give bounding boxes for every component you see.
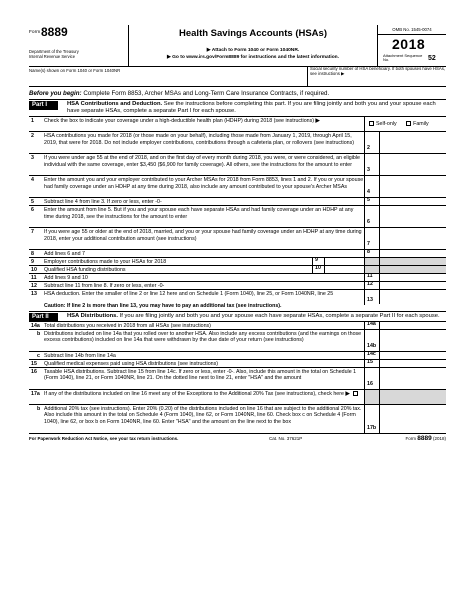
line-box-number: 14c <box>364 352 379 359</box>
line-box-number: 3 <box>364 154 379 175</box>
line-9-text: Employer contributions made to your HSAs for 2018 <box>44 258 167 265</box>
line-14c-amount[interactable] <box>379 352 446 359</box>
before-text: Complete Form 8853, Archer MSAs and Long-Term Care Insurance Contracts, if required. <box>81 90 330 97</box>
line-5 <box>29 198 446 206</box>
part2-header <box>29 312 446 322</box>
line-4 <box>29 176 446 198</box>
line-14c <box>29 352 446 360</box>
line-8 <box>29 250 446 258</box>
line-number: 4 <box>31 176 34 183</box>
line-17a <box>29 390 446 405</box>
line-box-number: 8 <box>364 250 379 257</box>
line-14a-text: Total distributions you received in 2018 from all HSAs (see instructions) <box>44 322 211 329</box>
dept-line1: Department of the Treasury <box>29 49 79 54</box>
line-7 <box>29 228 446 250</box>
line-17b-amount[interactable] <box>379 405 446 433</box>
line-12 <box>29 282 446 290</box>
dept-line2: Internal Revenue Service <box>29 53 75 59</box>
line-14b-amount[interactable] <box>379 330 446 351</box>
line-number: 8 <box>31 250 34 257</box>
line-box-number: 15 <box>364 360 379 367</box>
line-10-amount[interactable] <box>324 266 364 273</box>
line-number: 11 <box>31 274 37 281</box>
line-box-number: 2 <box>364 132 379 153</box>
line-box-number: 13 <box>364 290 379 305</box>
line-2 <box>29 132 446 154</box>
line-16 <box>29 368 446 390</box>
form-label: Form <box>29 30 41 35</box>
year-prefix: 20 <box>392 36 409 52</box>
family-checkbox[interactable] <box>406 121 411 126</box>
arrow-icon: ▶ <box>345 390 350 397</box>
goto-instruction: ▶ Go to www.irs.gov/Form8889 for instructions and the latest information. <box>166 55 340 60</box>
self-only-checkbox[interactable] <box>369 121 374 126</box>
line-7-text: If you were age 55 or older at the end of 2018, married, and you or your spouse had family coverage under an HDHP at any time during 2018, enter your additional contribution amount (see instructions) <box>44 228 362 242</box>
line-3-text: If you were under age 55 at the end of 2018, and on the first day of every month during 2018, you were, or were considered, an eligible individual with the same coverage, enter $3,450 ($6,900 for family coverage). All others, see the instructions for the amount to enter <box>44 154 360 168</box>
line-14a-amount[interactable] <box>379 322 446 329</box>
line-5-amount[interactable] <box>379 198 446 205</box>
part2-desc: If you are filing jointly and both you and your spouse each have separate HSAs, complete a separate Part II for each spouse. <box>118 312 440 319</box>
line-box-number: 12 <box>364 282 379 289</box>
line-9 <box>29 258 446 266</box>
line-box-number: 10 <box>312 266 324 273</box>
shaded-cell <box>364 258 379 265</box>
line-17b-text: Additional 20% tax (see instructions). Enter 20% (0.20) of the distributions included on line 16 that are subject to the additional 20% tax. Also include this amount in the total on Schedule 4 (Form 1040), line 62, or Form 1040NR, line 60. Check box c on Schedule 4 (Form 1040), line 62, or box b on Form 1040NR, line 60. Enter "HSA" and the amount on the line next to the box <box>44 405 362 426</box>
line-number: 2 <box>31 132 34 139</box>
year-suffix: 18 <box>408 36 426 52</box>
line-box-number: 11 <box>364 274 379 281</box>
line-8-amount[interactable] <box>379 250 446 257</box>
line-14c-text: Subtract line 14b from line 14a <box>44 352 116 359</box>
self-only-label: Self-only <box>376 120 397 127</box>
line-5-text: Subtract line 4 from line 3. If zero or less, enter -0- <box>44 198 162 205</box>
omb-block <box>377 25 446 66</box>
line-number: 14a <box>31 322 40 329</box>
line-box-number: 16 <box>364 368 379 389</box>
footer-form-number: 8889 <box>417 434 432 442</box>
line-11 <box>29 274 446 282</box>
shaded-amount <box>379 390 446 404</box>
line-7-amount[interactable] <box>379 228 446 249</box>
line-number: 5 <box>31 198 34 205</box>
line-2-amount[interactable] <box>379 132 446 153</box>
line-box-number: 6 <box>364 206 379 227</box>
line-6-text: Enter the amount from line 5. But if you and your spouse each have separate HSAs and had family coverage under an HDHP at any time during 2018, see the instructions for the amount to enter <box>44 206 354 220</box>
form-number: 8889 <box>41 25 68 39</box>
before-you-begin <box>29 87 446 100</box>
form-header <box>29 25 446 67</box>
line-4-amount[interactable] <box>379 176 446 197</box>
catalog-number: Cat. No. 37621P <box>269 435 303 441</box>
line-11-amount[interactable] <box>379 274 446 281</box>
line-box-number: 9 <box>312 258 324 265</box>
attach-instruction: ▶ Attach to Form 1040 or Form 1040NR. <box>206 48 300 53</box>
line-number: 15 <box>31 360 37 367</box>
part2-label: Part II <box>29 313 58 322</box>
line-number: b <box>37 330 41 337</box>
family-label: Family <box>413 120 429 127</box>
line-box-number: 14b <box>364 330 379 351</box>
line-number: 9 <box>31 258 34 265</box>
line-14a <box>29 322 446 330</box>
line-8-text: Add lines 6 and 7 <box>44 250 85 257</box>
line-number: c <box>37 352 40 359</box>
line-1-text: Check the box to indicate your coverage under a high-deductible health plan (HDHP) during 2018 (see instructions) <box>44 117 315 124</box>
title-block <box>129 25 377 66</box>
line-16-amount[interactable] <box>379 368 446 389</box>
line-number: 10 <box>31 266 37 273</box>
line-number: 7 <box>31 228 34 235</box>
exception-checkbox[interactable] <box>353 391 358 396</box>
line-box-number: 5 <box>364 198 379 205</box>
footer-year: (2018) <box>432 435 446 441</box>
line-9-amount[interactable] <box>324 258 364 265</box>
coverage-checkboxes <box>364 117 446 131</box>
footer-form-word: Form <box>405 435 416 441</box>
footer-form-id <box>405 435 446 443</box>
line-15-text: Qualified medical expenses paid using HSA distributions (see instructions) <box>44 360 219 367</box>
line-box-number: 17b <box>364 405 379 433</box>
attachment-label: Attachment Sequence No. <box>383 53 423 63</box>
line-box-number: 4 <box>364 176 379 197</box>
line-number: 6 <box>31 206 34 213</box>
line-3 <box>29 154 446 176</box>
line-2-text: HSA contributions you made for 2018 (or those made on your behalf), including those made from January 1, 2019, through April 15, 2019, that were for 2018. Do not include employer contributions, contributions through a cafeteria plan, or rollovers (see instructions) <box>44 132 355 146</box>
form-title: Health Savings Accounts (HSAs) <box>179 28 327 39</box>
line-1 <box>29 117 446 132</box>
line-box-number: 7 <box>364 228 379 249</box>
line-number: 16 <box>31 368 37 375</box>
line-16-text: Taxable HSA distributions. Subtract line 15 from line 14c. If zero or less, enter -0-. Also, include this amount in the total on Schedule 1 (Form 1040), line 21, or Form 1040NR, line 21. On the dotted line next to line 21, enter "HSA" and the amount <box>44 368 357 382</box>
line-10-text: Qualified HSA funding distributions <box>44 266 126 273</box>
before-lead: Before you begin: <box>29 90 82 97</box>
line-13-amount[interactable] <box>379 290 446 304</box>
shaded-amount <box>379 266 446 273</box>
line-number: 13 <box>31 290 37 297</box>
form-id-block <box>29 25 129 66</box>
line-number: 3 <box>31 154 34 161</box>
tax-year <box>392 36 425 53</box>
line-number: 17a <box>31 390 40 397</box>
ssn-field[interactable]: Social security number of HSA beneficiary. If both spouses have HSAs, see instructions ▶ <box>307 67 446 86</box>
name-field[interactable]: Name(s) shown on Form 1040 or Form 1040NR <box>29 68 121 73</box>
line-number: b <box>37 405 41 412</box>
paperwork-notice: For Paperwork Reduction Act Notice, see your tax return instructions. <box>29 435 179 441</box>
line-6 <box>29 206 446 228</box>
line-15 <box>29 360 446 368</box>
line-15-amount[interactable] <box>379 360 446 367</box>
line-13-desc: HSA deduction. Enter the smaller of line 2 or line 12 here and on Schedule 1 (Form 1040), line 25, or Form 1040NR, line 25 <box>44 290 334 297</box>
line-17a-desc: If any of the distributions included on line 16 meet any of the Exceptions to the Additional 20% Tax (see instructions), check here <box>44 390 344 397</box>
line-12-amount[interactable] <box>379 282 446 289</box>
line-14b <box>29 330 446 352</box>
shaded-cell <box>364 390 379 404</box>
arrow-icon: ▶ <box>315 117 320 124</box>
name-row <box>29 67 446 87</box>
shaded-amount <box>379 258 446 265</box>
line-12-text: Subtract line 11 from line 8. If zero or less, enter -0- <box>44 282 165 289</box>
line-6-amount[interactable] <box>379 206 446 227</box>
line-number: 12 <box>31 282 37 289</box>
part1-label: Part I <box>29 101 58 110</box>
line-box-number: 14a <box>364 322 379 329</box>
line-13 <box>29 290 446 312</box>
line-13-caution: Caution: If line 2 is more than line 13, you may have to pay an additional tax (see instructions). <box>44 303 282 310</box>
omb-number: OMB No. 1545-0074 <box>378 27 446 35</box>
part2-title: HSA Distributions. <box>67 312 118 319</box>
line-14b-text: Distributions included on line 14a that you rolled over to another HSA. Also include any excess contributions (and the earnings on those excess contributions) included on line 14a that were withdrawn by the due date of your return (see instructions) <box>44 330 362 344</box>
shaded-cell <box>364 266 379 273</box>
part1-title: HSA Contributions and Deduction. <box>67 101 163 107</box>
form-footer <box>29 434 446 444</box>
part1-header <box>29 100 446 117</box>
sequence-number: 52 <box>428 55 436 62</box>
part1-desc: See the instructions before completing this part. If you are filing jointly and both you and your spouse each have separate HSAs, complete a separate Part I for each spouse. <box>67 101 436 114</box>
form-8889 <box>29 25 446 587</box>
department <box>29 50 79 59</box>
line-4-text: Enter the amount you and your employer contributed to your Archer MSAs for 2018 from Form 8853, lines 1 and 2. If you or your spouse had family coverage under an HDHP at any time during 2018, also include any amount contributed to your spouse's Archer MSAs <box>44 176 364 190</box>
line-17b <box>29 405 446 434</box>
line-11-text: Add lines 9 and 10 <box>44 274 88 281</box>
line-3-amount[interactable] <box>379 154 446 175</box>
line-10 <box>29 266 446 274</box>
line-number: 1 <box>31 117 34 124</box>
